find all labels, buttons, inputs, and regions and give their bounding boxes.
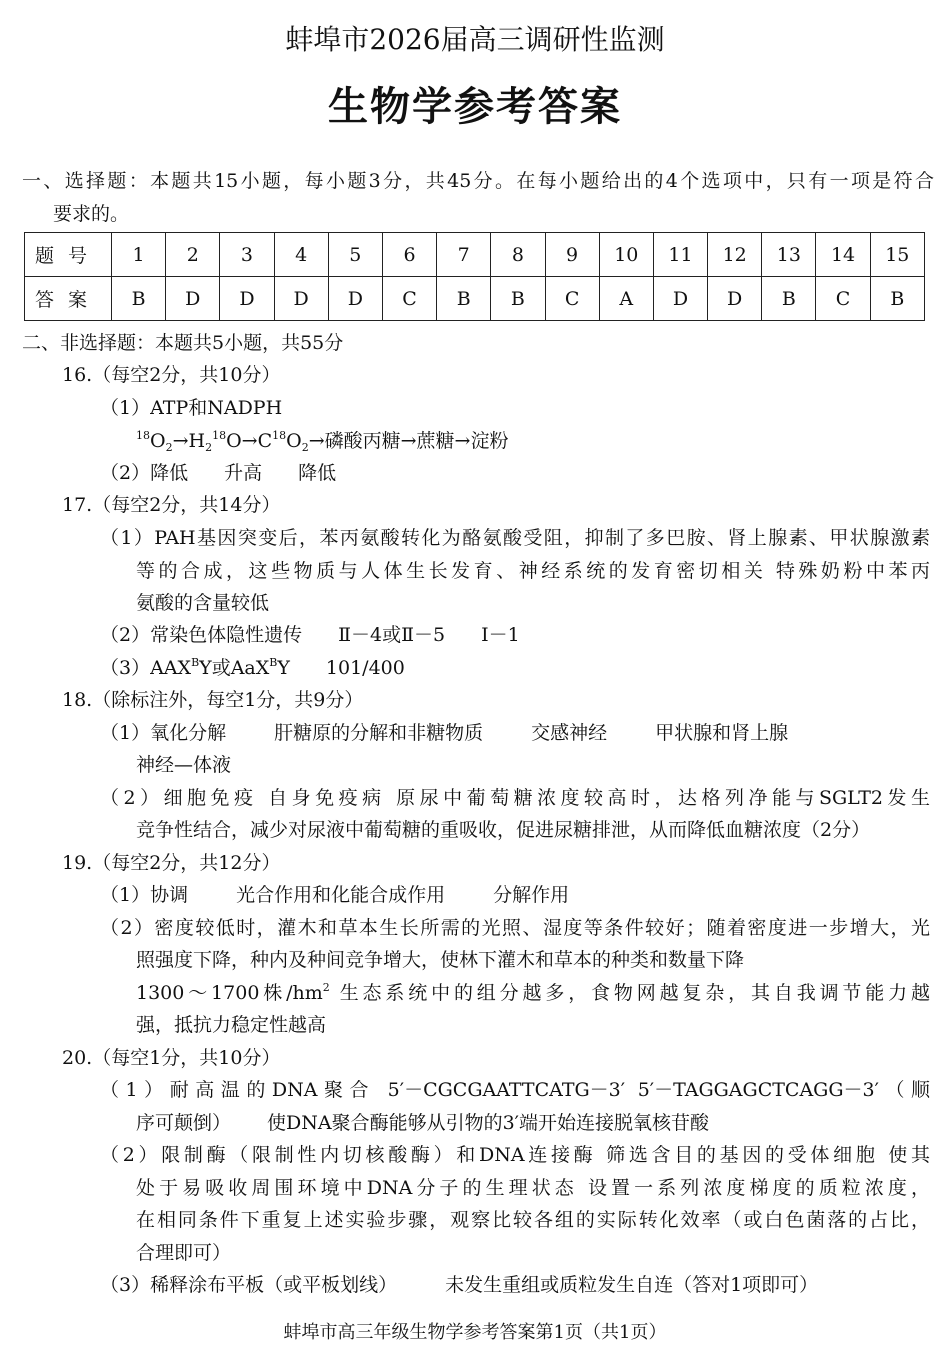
row-label-number: 题号 [25, 233, 112, 277]
q19-part2-line2: 照强度下降，种内及种间竞争增大，使林下灌木和草本的种类和数量下降 [136, 949, 745, 971]
row-label-answer: 答案 [25, 277, 112, 321]
q16-part1-line2: $^{18}O_2\to H_2^{18}O\to C^{18}O_2\to$磷酸丙糖→蔗糖→淀粉 [136, 429, 509, 454]
table-cell: C [382, 277, 436, 321]
exam-title: 蚌埠市2026届高三调研性监测 [285, 23, 665, 56]
q17-part1-line2: 等的合成，这些物质与人体生长发育、神经系统的发育密切相关 特殊奶粉中苯丙 [136, 560, 930, 582]
answer-table [24, 232, 925, 321]
table-cell: B [112, 277, 166, 321]
q18-heading: 18.（除标注外，每空1分，共9分） [62, 689, 364, 711]
q16-part2: （2）降低 升高 降低 [100, 462, 337, 484]
table-cell: 1 [112, 233, 166, 277]
q19-part2-line1: （2）密度较低时，灌木和草本生长所需的光照、湿度等条件较好；随着密度进一步增大，光 [100, 917, 930, 939]
q17-heading: 17.（每空2分，共14分） [62, 494, 281, 516]
table-cell: 5 [328, 233, 382, 277]
table-row-answers [25, 277, 925, 321]
q20-part2-line1: （2）限制酶（限制性内切核酸酶）和DNA连接酶 筛选含目的基因的受体细胞 使其 [100, 1144, 930, 1166]
q20-part2-line2: 处于易吸收周围环境中DNA分子的生理状态 设置一系列浓度梯度的质粒浓度， [136, 1177, 930, 1199]
page-footer: 蚌埠市高三年级生物学参考答案第1页（共1页） [283, 1322, 667, 1343]
q17-part2: （2）常染色体隐性遗传 Ⅱ－4或Ⅱ－5 Ⅰ－1 [100, 624, 520, 646]
q16-part1-line1: （1）ATP和NADPH [100, 397, 283, 419]
q20-part3: （3）稀释涂布平板（或平板划线） 未发生重组或质粒发生自连（答对1项即可） [100, 1274, 819, 1296]
table-cell: B [437, 277, 491, 321]
q18-part2-line1: （2）细胞免疫 自身免疫病 原尿中葡萄糖浓度较高时，达格列净能与SGLT2发生 [100, 787, 930, 809]
q18-part2-line2: 竞争性结合，减少对尿液中葡萄糖的重吸收，促进尿糖排泄，从而降低血糖浓度（2分） [136, 819, 871, 841]
q16-heading: 16.（每空2分，共10分） [62, 364, 281, 386]
q20-part1-line1: （1）耐高温的DNA聚合 5′－CGCGAATTCATG－3′ 5′－TAGGAGCTCAGG－3′（顺 [100, 1079, 931, 1101]
table-cell: 9 [545, 233, 599, 277]
q19-part2-line4: 强，抵抗力稳定性越高 [136, 1014, 327, 1036]
q20-part2-line3: 在相同条件下重复上述实验步骤，观察比较各组的实际转化效率（或白色菌落的占比， [136, 1209, 930, 1231]
table-cell: C [816, 277, 870, 321]
table-cell: D [274, 277, 328, 321]
table-cell: B [491, 277, 545, 321]
table-cell: 10 [599, 233, 653, 277]
table-cell: D [220, 277, 274, 321]
table-cell: 8 [491, 233, 545, 277]
q17-part3: $(3)AAX^BY$或AaX$^B$Y 101/400 [100, 656, 405, 679]
table-cell: D [166, 277, 220, 321]
table-cell: 12 [708, 233, 762, 277]
q18-part1-line2: 神经—体液 [136, 754, 232, 776]
table-cell: 3 [220, 233, 274, 277]
section2-heading: 二、非选择题：本题共5小题，共55分 [22, 332, 344, 354]
table-cell: 4 [274, 233, 328, 277]
table-cell: A [599, 277, 653, 321]
q20-part1-line2: 序可颠倒） 使DNA聚合酶能够从引物的3′端开始连接脱氧核苷酸 [136, 1112, 709, 1134]
table-cell: B [762, 277, 816, 321]
table-cell: 15 [870, 233, 924, 277]
table-cell: 14 [816, 233, 870, 277]
table-cell: 11 [653, 233, 707, 277]
table-cell: D [653, 277, 707, 321]
q19-part2-line3: 1300～1700株$/hm^2$ 生态系统中的组分越多，食物网越复杂，其自我调节能力越 [136, 981, 930, 1004]
table-cell: 6 [382, 233, 436, 277]
table-cell: D [328, 277, 382, 321]
table-cell: 13 [762, 233, 816, 277]
section1-instructions-line2: 要求的。 [53, 203, 130, 225]
table-cell: 7 [437, 233, 491, 277]
section1-instructions-line1: 一、选择题：本题共15小题，每小题3分，共45分。在每小题给出的4个选项中，只有一项是符合 [22, 170, 934, 192]
table-row-numbers [25, 233, 925, 277]
q19-heading: 19.（每空2分，共12分） [62, 852, 281, 874]
q18-part1-line1: （1）氧化分解 肝糖原的分解和非糖物质 交感神经 甲状腺和肾上腺 [100, 722, 789, 744]
table-cell: B [870, 277, 924, 321]
q20-heading: 20.（每空1分，共10分） [62, 1047, 281, 1069]
q19-part1: （1）协调 光合作用和化能合成作用 分解作用 [100, 884, 570, 906]
table-cell: D [708, 277, 762, 321]
table-cell: 2 [166, 233, 220, 277]
table-cell: C [545, 277, 599, 321]
q17-part1-line1: （1）PAH基因突变后，苯丙氨酸转化为酪氨酸受阻，抑制了多巴胺、肾上腺素、甲状腺激素 [100, 527, 930, 549]
q20-part2-line4: 合理即可） [136, 1242, 232, 1264]
q17-part1-line3: 氨酸的含量较低 [136, 592, 270, 614]
document-title: 生物学参考答案 [328, 83, 622, 130]
